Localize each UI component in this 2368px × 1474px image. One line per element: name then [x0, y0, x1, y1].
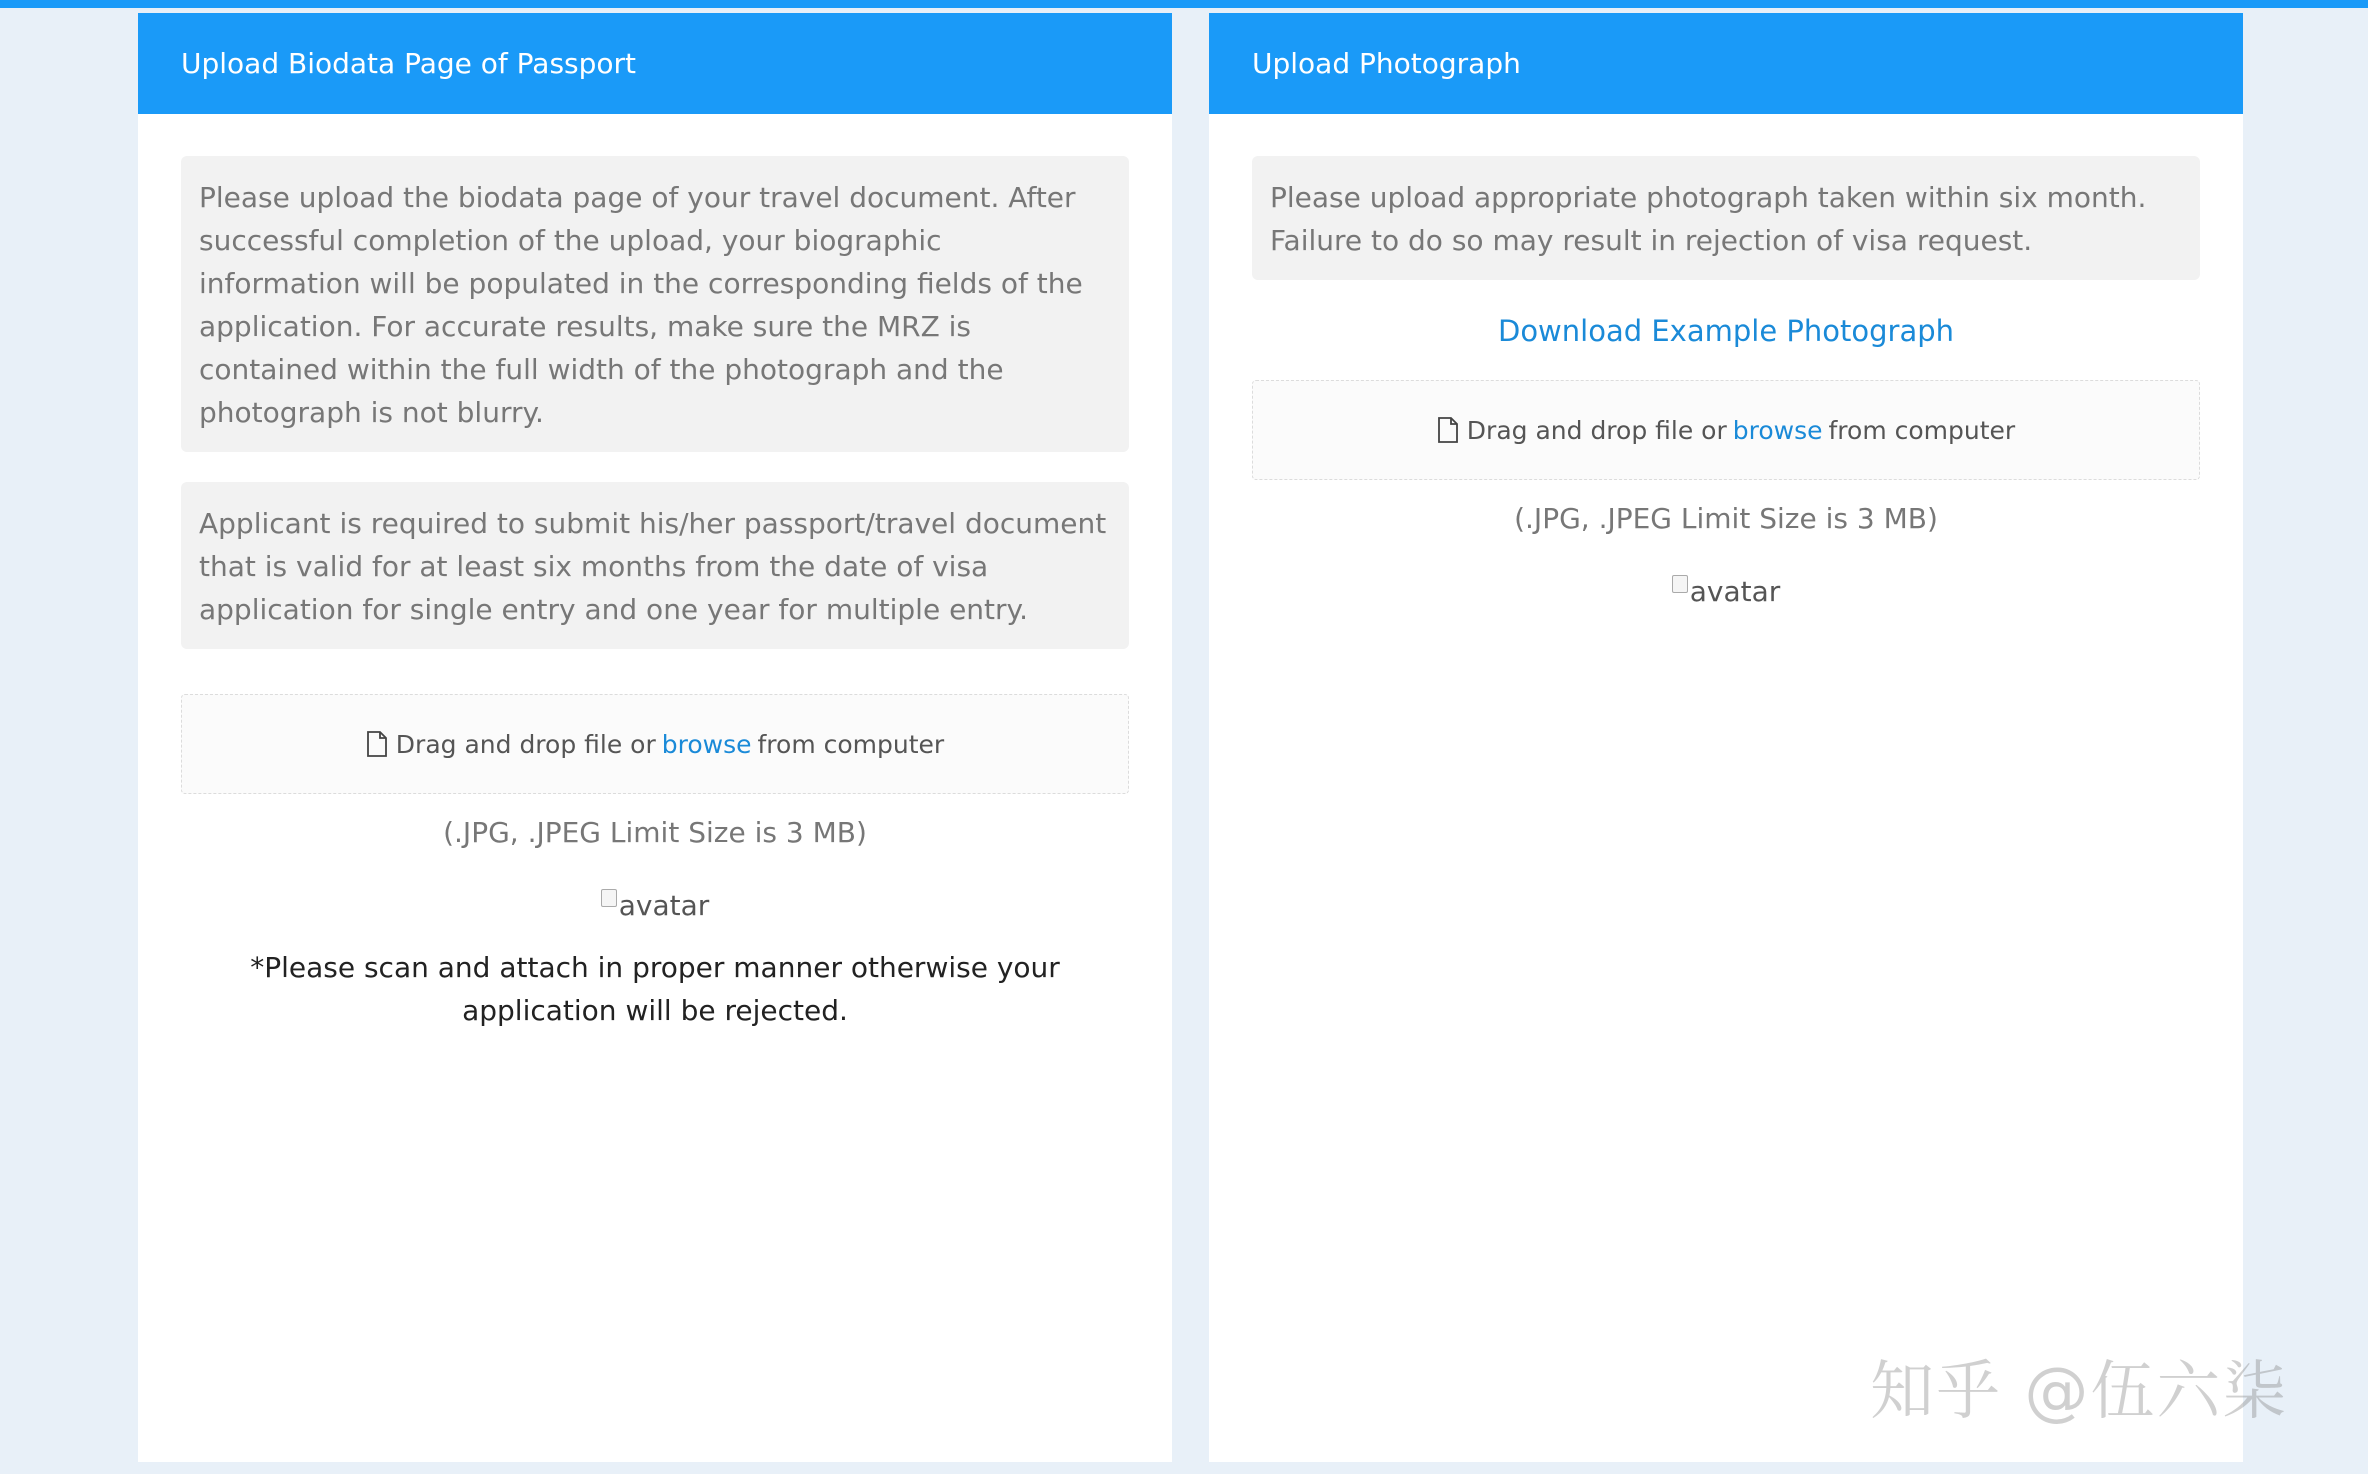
file-icon: [366, 731, 388, 757]
photo-info-text: Please upload appropriate photograph taken within six month. Failure to do so may result in rejection of visa request.: [1270, 181, 2147, 257]
avatar-preview: [1252, 575, 2200, 608]
avatar-alt-text: avatar: [1689, 575, 1781, 608]
passport-upload-panel: [138, 13, 1172, 1462]
panel-header: [1209, 13, 2243, 114]
photo-dropzone[interactable]: [1252, 380, 2200, 480]
top-accent-strip: [0, 0, 2368, 8]
avatar-alt-text: avatar: [618, 889, 710, 922]
scan-warning-text: *Please scan and attach in proper manner otherwise your application will be rejected.: [250, 951, 1060, 1027]
biodata-info-box: [181, 156, 1129, 452]
dropzone-prefix: Drag and drop file or: [1466, 415, 1727, 445]
biodata-info-text: Please upload the biodata page of your travel document. After successful completion of the upload, your biographic information will be populated in the corresponding fields of the application. For accurate results, make sure the MRZ is contained within the full width of the photograph and the photograph is not blurry.: [199, 181, 1083, 429]
watermark-text: 知乎 @伍六柒: [1870, 1355, 2289, 1429]
dropzone-suffix: from computer: [757, 729, 945, 759]
avatar-preview: [181, 889, 1129, 922]
broken-image-icon: [1672, 575, 1688, 593]
broken-image-icon: [601, 889, 617, 907]
browse-link[interactable]: browse: [1732, 415, 1823, 445]
panel-title: Upload Photograph: [1252, 47, 1521, 80]
photograph-upload-panel: [1209, 13, 2243, 1462]
photo-info-box: [1252, 156, 2200, 280]
panel-title: Upload Biodata Page of Passport: [181, 47, 637, 80]
dropzone-prefix: Drag and drop file or: [395, 729, 656, 759]
file-limit-text: (.JPG, .JPEG Limit Size is 3 MB): [443, 816, 867, 849]
dropzone-suffix: from computer: [1828, 415, 2016, 445]
panel-header: [138, 13, 1172, 114]
validity-info-box: [181, 482, 1129, 649]
validity-info-text: Applicant is required to submit his/her passport/travel document that is valid for at least six months from the date of visa application for single entry and one year for multiple entry.: [199, 507, 1107, 626]
passport-dropzone[interactable]: [181, 694, 1129, 794]
download-example-photo-link[interactable]: Download Example Photograph: [1497, 314, 1954, 348]
file-icon: [1437, 417, 1459, 443]
file-limit-text: (.JPG, .JPEG Limit Size is 3 MB): [1514, 502, 1938, 535]
browse-link[interactable]: browse: [661, 729, 752, 759]
